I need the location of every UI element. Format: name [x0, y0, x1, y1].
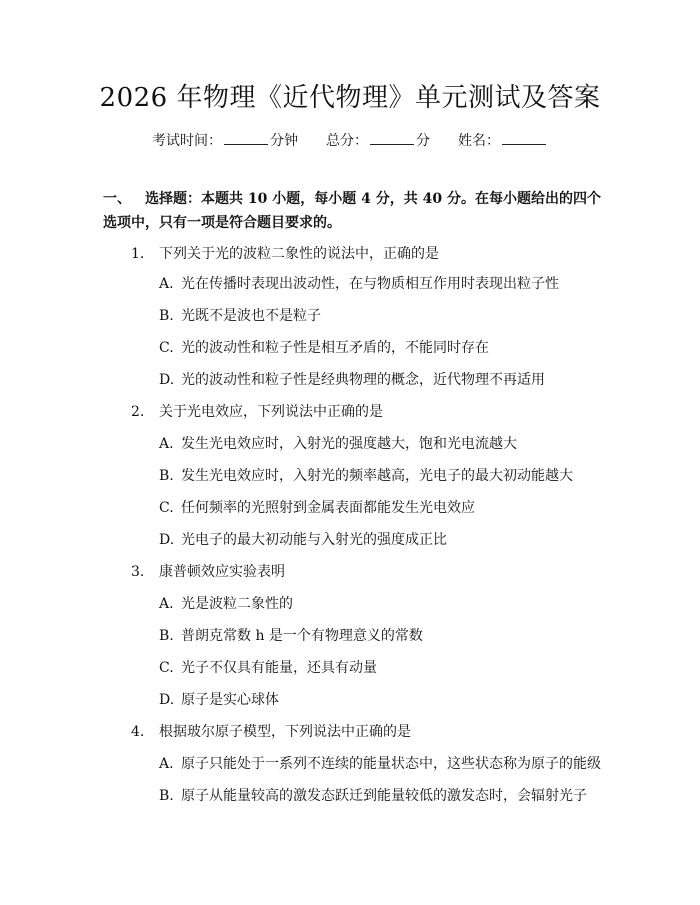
question-stem: 下列关于光的波粒二象性的说法中，正确的是	[159, 246, 439, 262]
question-1-option-d	[159, 369, 545, 391]
question-1-option-c	[159, 337, 489, 359]
question-number: 2.	[131, 404, 145, 420]
question-number: 4.	[131, 724, 145, 740]
time-unit: 分钟	[270, 133, 298, 149]
option-letter: A.	[159, 436, 174, 452]
score-unit: 分	[416, 133, 430, 149]
question-2-option-d	[159, 529, 447, 551]
option-letter: D.	[159, 372, 175, 388]
option-letter: C.	[159, 340, 174, 356]
question-3-option-a	[159, 593, 293, 615]
option-text: 光在传播时表现出波动性，在与物质相互作用时表现出粒子性	[181, 276, 559, 292]
option-text: 光是波粒二象性的	[181, 596, 293, 612]
question-stem: 根据玻尔原子模型，下列说法中正确的是	[159, 724, 411, 740]
score-label: 总分：	[326, 133, 368, 149]
question-2	[131, 401, 383, 423]
time-blank	[224, 132, 268, 145]
question-4	[131, 721, 411, 743]
name-label: 姓名：	[458, 133, 500, 149]
question-2-option-b	[159, 465, 573, 487]
option-text: 任何频率的光照射到金属表面都能发生光电效应	[181, 500, 475, 516]
question-number: 1.	[131, 246, 145, 262]
option-text: 原子是实心球体	[181, 692, 279, 708]
question-2-option-c	[159, 497, 475, 519]
question-stem: 关于光电效应，下列说法中正确的是	[159, 404, 383, 420]
name-blank	[502, 132, 546, 145]
time-label: 考试时间：	[152, 133, 222, 149]
option-text: 普朗克常数 h 是一个有物理意义的常数	[181, 628, 423, 644]
section-number: 一、	[103, 191, 131, 207]
option-letter: C.	[159, 500, 174, 516]
exam-info-line	[0, 130, 700, 152]
option-text: 光的波动性和粒子性是相互矛盾的，不能同时存在	[181, 340, 489, 356]
option-text: 原子从能量较高的激发态跃迁到能量较低的激发态时，会辐射光子	[181, 788, 587, 804]
question-number: 3.	[131, 564, 145, 580]
question-stem: 康普顿效应实验表明	[159, 564, 285, 580]
question-1-option-b	[159, 305, 321, 327]
page-title: 2026 年物理《近代物理》单元测试及答案	[99, 83, 601, 113]
question-3	[131, 561, 285, 583]
option-text: 光子不仅具有能量，还具有动量	[181, 660, 377, 676]
option-letter: B.	[159, 468, 174, 484]
section-heading	[103, 187, 603, 235]
option-text: 发生光电效应时，入射光的频率越高，光电子的最大初动能越大	[181, 468, 573, 484]
question-4-option-b	[159, 785, 587, 807]
question-4-option-a	[159, 753, 601, 775]
question-1	[131, 243, 439, 265]
option-text: 发生光电效应时，入射光的强度越大，饱和光电流越大	[181, 436, 517, 452]
option-letter: B.	[159, 308, 174, 324]
option-letter: D.	[159, 532, 175, 548]
option-letter: A.	[159, 276, 174, 292]
question-3-option-d	[159, 689, 279, 711]
option-letter: B.	[159, 788, 174, 804]
section-text: 选择题：本题共 10 小题，每小题 4 分，共 40 分。在每小题给出的四个选项中，只有一项是符合题目要求的。	[103, 191, 601, 231]
option-letter: B.	[159, 628, 174, 644]
option-text: 光电子的最大初动能与入射光的强度成正比	[181, 532, 447, 548]
option-letter: A.	[159, 756, 174, 772]
score-blank	[370, 132, 414, 145]
question-1-option-a	[159, 273, 559, 295]
question-2-option-a	[159, 433, 517, 455]
option-letter: C.	[159, 660, 174, 676]
option-text: 光的波动性和粒子性是经典物理的概念，近代物理不再适用	[181, 372, 545, 388]
option-text: 光既不是波也不是粒子	[181, 308, 321, 324]
option-text: 原子只能处于一系列不连续的能量状态中，这些状态称为原子的能级	[181, 756, 601, 772]
option-letter: A.	[159, 596, 174, 612]
question-3-option-c	[159, 657, 377, 679]
question-3-option-b	[159, 625, 423, 647]
option-letter: D.	[159, 692, 175, 708]
